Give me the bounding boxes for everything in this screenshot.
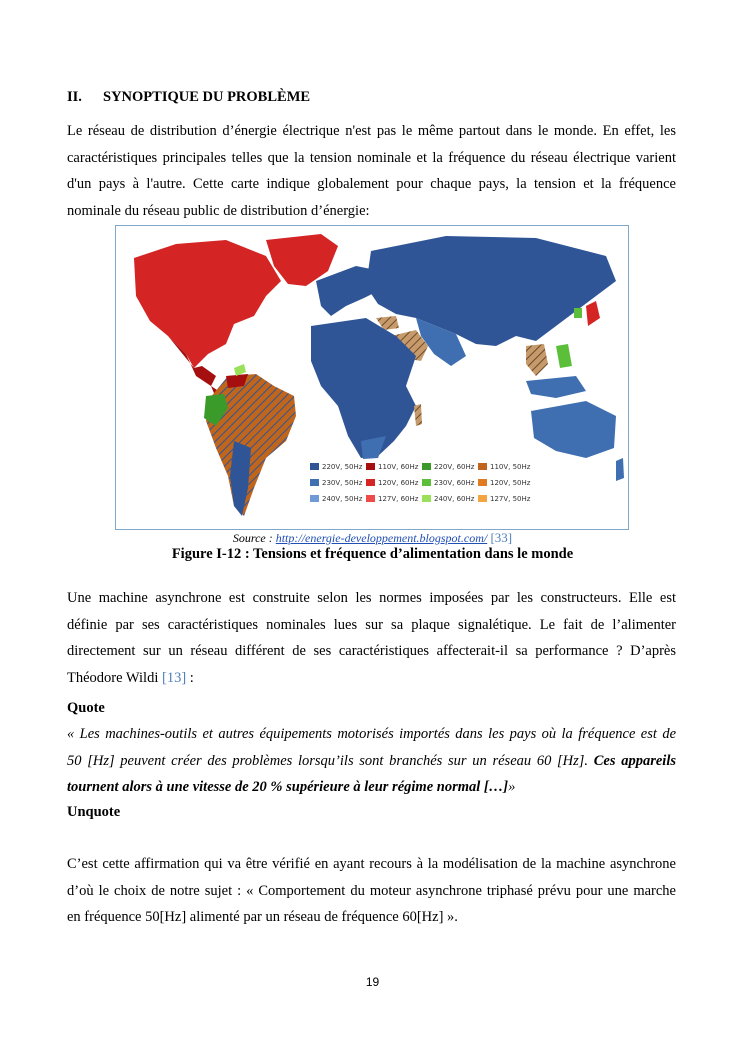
quote-line: « Les machines-outils et autres équipements motorisés importés dans les pays où la fréquence est de: [67, 726, 676, 742]
body-line: Une machine asynchrone est construite selon les normes imposées par les constructeurs. Elle est: [67, 590, 676, 606]
conclusion-paragraph: [67, 851, 676, 931]
legend-swatch: [366, 463, 375, 470]
quote-line: [67, 748, 676, 775]
legend-label: 120V, 60Hz: [378, 479, 419, 487]
section-heading: [67, 89, 310, 106]
intro-line: nominale du réseau public de distribution d’énergie:: [67, 202, 370, 219]
quote-open-label: Quote: [67, 700, 105, 716]
quote-text: 50 [Hz] peuvent créer des problèmes lorsqu’ils sont branchés sur un réseau 60 [Hz].: [67, 752, 594, 769]
legend-label: 127V, 60Hz: [378, 495, 419, 503]
quote-emphasis: Ces appareils: [593, 752, 676, 769]
legend-swatch: [478, 463, 487, 470]
body-paragraph: [67, 585, 676, 691]
source-reference[interactable]: [33]: [487, 530, 513, 545]
legend-swatch: [422, 463, 431, 470]
legend-label: 220V, 50Hz: [322, 463, 363, 471]
legend-swatch: [422, 479, 431, 486]
quote-close-label: Unquote: [67, 804, 121, 820]
legend-swatch: [478, 479, 487, 486]
colon-text: :: [186, 669, 194, 686]
source-link[interactable]: http://energie-developpement.blogspot.com/: [275, 531, 488, 545]
quote-close-mark: »: [508, 779, 516, 795]
figure-source: [0, 530, 745, 546]
body-line: définie par ses caractéristiques nominales lues sur sa plaque signalétique. Le fait de l’alimenter: [67, 616, 676, 633]
world-map: [116, 226, 628, 529]
conclusion-line: d’où le choix de notre sujet : « Comportement du moteur asynchrone triphasé prévu pour une marche: [67, 882, 676, 899]
citation-link[interactable]: [13]: [162, 669, 187, 686]
legend-swatch: [478, 495, 487, 502]
section-title: SYNOPTIQUE DU PROBLÈME: [103, 89, 311, 105]
intro-line: caractéristiques principales telles que la tension nominale et la fréquence du réseau électrique varient: [67, 149, 676, 166]
legend-label: 127V, 50Hz: [490, 495, 531, 503]
legend-label: 110V, 50Hz: [490, 463, 531, 471]
quote-line: [67, 774, 676, 801]
body-line: directement sur un réseau différent de ses caractéristiques affecterait-il sa performance ? D’après: [67, 643, 676, 659]
body-line: [67, 665, 676, 692]
world-voltage-map-figure: [115, 225, 629, 530]
legend-label: 240V, 60Hz: [434, 495, 475, 503]
legend-swatch: [366, 495, 375, 502]
legend-swatch: [310, 479, 319, 486]
legend-label: 110V, 60Hz: [378, 463, 419, 471]
intro-line: d'un pays à l'autre. Cette carte indique globalement pour chaque pays, la tension et la fréquence: [67, 176, 676, 192]
figure-caption: Figure I-12 : Tensions et fréquence d’alimentation dans le monde: [171, 546, 574, 562]
legend-swatch: [310, 463, 319, 470]
korea: [574, 308, 582, 318]
quote-emphasis: tournent alors à une vitesse de 20 % supérieure à leur régime normal […]: [67, 779, 509, 795]
legend-swatch: [310, 495, 319, 502]
legend-swatch: [366, 479, 375, 486]
conclusion-line: en fréquence 50[Hz] alimenté par un réseau de fréquence 60[Hz] ».: [67, 909, 458, 925]
page-number: 19: [365, 975, 380, 989]
intro-paragraph: [67, 118, 676, 224]
legend-label: 230V, 50Hz: [322, 479, 363, 487]
legend-label: 120V, 50Hz: [490, 479, 531, 487]
conclusion-line: C’est cette affirmation qui va être vérifié en ayant recours à la modélisation de la machine asynchrone: [67, 856, 676, 872]
section-number: II.: [67, 89, 82, 105]
legend-label: 240V, 50Hz: [322, 495, 363, 503]
author-text: Théodore Wildi: [67, 669, 162, 686]
legend-label: 230V, 60Hz: [434, 479, 475, 487]
intro-line: Le réseau de distribution d’énergie électrique n'est pas le même partout dans le monde. En effet, les: [67, 123, 676, 139]
quote-block: [67, 721, 676, 801]
new-zealand: [616, 458, 624, 481]
legend-swatch: [422, 495, 431, 502]
legend-label: 220V, 60Hz: [434, 463, 475, 471]
source-prefix: Source :: [232, 531, 276, 545]
